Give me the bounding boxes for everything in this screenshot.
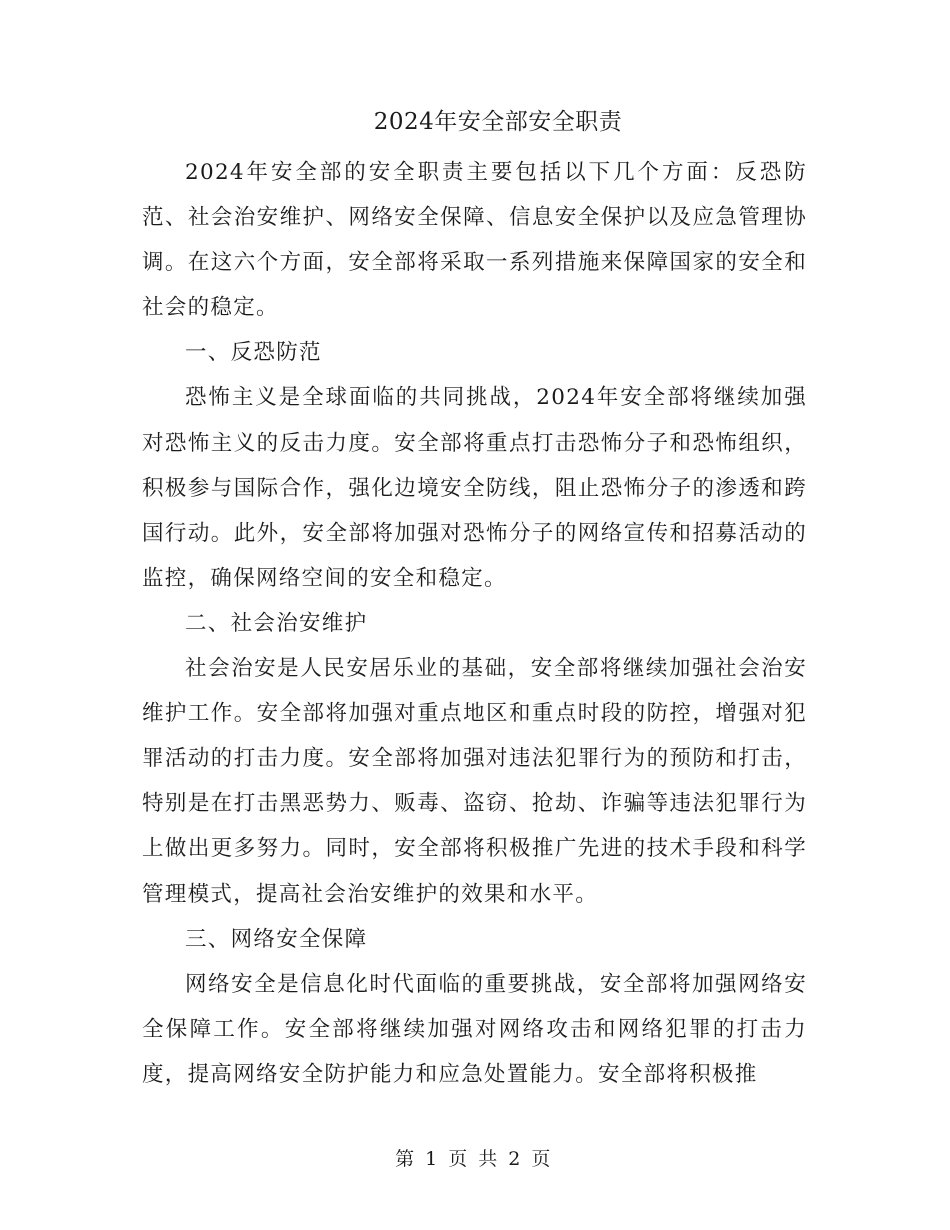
section-heading-public-order: 二、社会治安维护	[185, 610, 368, 636]
section-body-public-order: 社会治安是人民安居乐业的基础，安全部将继续加强社会治安维护工作。安全部将加强对重点地区和重点时段的防控，增强对犯罪活动的打击力度。安全部将加强对违法犯罪行为的预防和打击，特别是在打击黑恶势力、贩毒、盗窃、抢劫、诈骗等违法犯罪行为上做出更多努力。同时，安全部将积极推广先进的技术手段和科学管理模式，提高社会治安维护的效果和水平。	[142, 656, 807, 907]
section-heading-cyber-security: 三、网络安全保障	[185, 926, 368, 952]
section-body-cyber-security: 网络安全是信息化时代面临的重要挑战，安全部将加强网络安全保障工作。安全部将继续加强对网络攻击和网络犯罪的打击力度，提高网络安全防护能力和应急处置能力。安全部将积极推	[142, 971, 807, 1087]
intro-paragraph: 2024年安全部的安全职责主要包括以下几个方面：反恐防范、社会治安维护、网络安全保障、信息安全保护以及应急管理协调。在这六个方面，安全部将采取一系列措施来保障国家的安全和社会的稳定。	[142, 160, 807, 321]
document-body	[142, 150, 807, 1097]
page-number-footer: 第 1 页 共 2 页	[395, 1148, 551, 1170]
document-title: 2024年安全部安全职责	[373, 109, 623, 135]
section-heading-counter-terrorism: 一、反恐防范	[185, 340, 322, 366]
section-body-counter-terrorism: 恐怖主义是全球面临的共同挑战，2024年安全部将继续加强对恐怖主义的反击力度。安全部将重点打击恐怖分子和恐怖组织，积极参与国际合作，强化边境安全防线，阻止恐怖分子的渗透和跨国行动。此外，安全部将加强对恐怖分子的网络宣传和招募活动的监控，确保网络空间的安全和稳定。	[142, 385, 807, 591]
